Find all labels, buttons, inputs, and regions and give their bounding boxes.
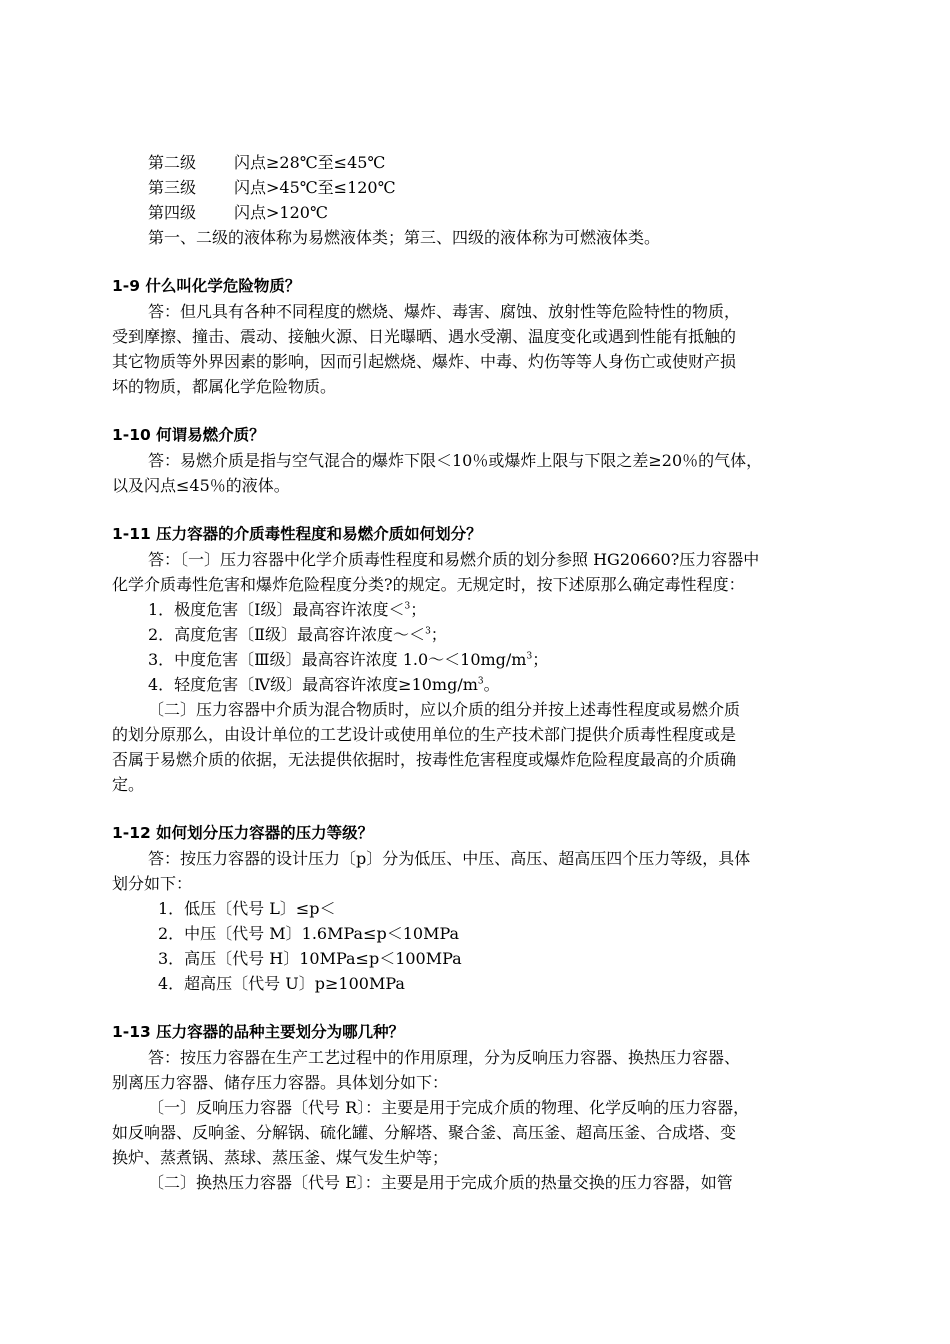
answer-line: 答：易燃介质是指与空气混合的爆炸下限＜10％或爆炸上限与下限之差≥20％的气体， xyxy=(148,451,763,470)
pressure-level-item: 3．高压〔代号 H〕10MPa≤p＜100MPa xyxy=(158,949,462,968)
answer-line: 答：按压力容器在生产工艺过程中的作用原理，分为反响压力容器、换热压力容器、 xyxy=(148,1048,741,1067)
answer-line: 换炉、蒸煮锅、蒸球、蒸压釜、煤气发生炉等； xyxy=(112,1148,449,1167)
flash-level-range: 闪点≥28℃至≤45℃ xyxy=(234,153,386,172)
answer-line: 否属于易燃介质的依据，无法提供依据时，按毒性危害程度或爆炸危险程度最高的介质确 xyxy=(112,750,737,769)
toxicity-item-tail: ； xyxy=(430,625,447,644)
section-gap xyxy=(112,996,882,1020)
section-gap xyxy=(112,797,882,821)
flash-level-range: 闪点>45℃至≤120℃ xyxy=(234,178,396,197)
answer-line: 以及闪点≤45％的液体。 xyxy=(112,476,290,495)
toxicity-item xyxy=(112,647,882,672)
question-heading-1-10: 1-10 何谓易燃介质？ xyxy=(112,426,265,444)
answer-line: 坏的物质，都属化学危险物质。 xyxy=(112,377,337,396)
document-body xyxy=(112,150,882,1195)
toxicity-item-sup: 3 xyxy=(477,676,484,687)
question-heading-1-12: 1-12 如何划分压力容器的压力等级？ xyxy=(112,824,374,842)
toxicity-item-tail: 。 xyxy=(483,675,500,694)
toxicity-item-sup: 3 xyxy=(404,601,411,612)
toxicity-item-text: 2．高度危害〔Ⅱ级〕最高容许浓度～＜ xyxy=(148,625,426,644)
answer-line: 〔二〕换热压力容器〔代号 E〕：主要是用于完成介质的热量交换的压力容器，如管 xyxy=(148,1173,733,1192)
toxicity-item-tail: ； xyxy=(532,650,549,669)
pressure-level-item: 1．低压〔代号 L〕≤p＜ xyxy=(158,899,336,918)
pressure-level-item: 2．中压〔代号 M〕1.6MPa≤p＜10MPa xyxy=(158,924,460,943)
flash-summary: 第一、二级的液体称为易燃液体类；第三、四级的液体称为可燃液体类。 xyxy=(148,228,661,247)
answer-line: 〔一〕反响压力容器〔代号 R〕：主要是用于完成介质的物理、化学反响的压力容器， xyxy=(148,1098,750,1117)
answer-line: 受到摩擦、撞击、震动、接触火源、日光曝晒、遇水受潮、温度变化或遇到性能有抵触的 xyxy=(112,327,737,346)
pressure-level-item: 4．超高压〔代号 U〕p≥100MPa xyxy=(158,974,405,993)
flash-level-row xyxy=(112,200,882,225)
section-gap xyxy=(112,399,882,423)
section-gap xyxy=(112,250,882,274)
toxicity-item-sup: 3 xyxy=(425,626,431,637)
toxicity-item-text: 1．极度危害〔Ⅰ级〕最高容许浓度＜ xyxy=(148,600,405,619)
toxicity-item-text: 4．轻度危害〔Ⅳ级〕最高容许浓度≥10mg/m xyxy=(148,675,478,694)
toxicity-item-tail: ； xyxy=(410,600,427,619)
section-gap xyxy=(112,498,882,522)
answer-line: 别离压力容器、储存压力容器。具体划分如下： xyxy=(112,1073,449,1092)
answer-line: 答：但凡具有各种不同程度的燃烧、爆炸、毒害、腐蚀、放射性等危险特性的物质， xyxy=(148,302,741,321)
flash-level-range: 闪点>120℃ xyxy=(234,203,328,222)
flash-level-name: 第四级 xyxy=(148,203,197,222)
toxicity-item xyxy=(112,672,882,697)
question-heading-1-9: 1-9 什么叫化学危险物质？ xyxy=(112,277,301,295)
toxicity-item xyxy=(112,597,882,622)
question-heading-1-13: 1-13 压力容器的品种主要划分为哪几种？ xyxy=(112,1023,405,1041)
toxicity-item-sup: 3 xyxy=(526,651,533,662)
flash-level-name: 第二级 xyxy=(148,153,197,172)
answer-line: 如反响器、反响釜、分解锅、硫化罐、分解塔、聚合釜、高压釜、超高压釜、合成塔、变 xyxy=(112,1123,737,1142)
answer-line: 化学介质毒性危害和爆炸危险程度分类?的规定。无规定时，按下述原那么确定毒性程度： xyxy=(112,575,745,594)
flash-level-name: 第三级 xyxy=(148,178,197,197)
answer-line: 〔二〕压力容器中介质为混合物质时，应以介质的组分并按上述毒性程度或易燃介质 xyxy=(148,700,741,719)
answer-line: 的划分原那么，由设计单位的工艺设计或使用单位的生产技术部门提供介质毒性程度或是 xyxy=(112,725,737,744)
question-heading-1-11: 1-11 压力容器的介质毒性程度和易燃介质如何划分？ xyxy=(112,525,482,543)
flash-level-row xyxy=(112,150,882,175)
toxicity-item-text: 3．中度危害〔Ⅲ级〕最高容许浓度 1.0～＜10mg/m xyxy=(148,650,527,669)
flash-level-row xyxy=(112,175,882,200)
answer-line: 答：〔一〕压力容器中化学介质毒性程度和易燃介质的划分参照 HG20660?压力容器中 xyxy=(148,550,760,569)
answer-line: 定。 xyxy=(112,775,145,794)
answer-line: 其它物质等外界因素的影响，因而引起燃烧、爆炸、中毒、灼伤等等人身伤亡或使财产损 xyxy=(112,352,737,371)
answer-line: 划分如下： xyxy=(112,874,193,893)
toxicity-item xyxy=(112,622,882,647)
answer-line: 答：按压力容器的设计压力〔p〕分为低压、中压、高压、超高压四个压力等级，具体 xyxy=(148,849,751,868)
